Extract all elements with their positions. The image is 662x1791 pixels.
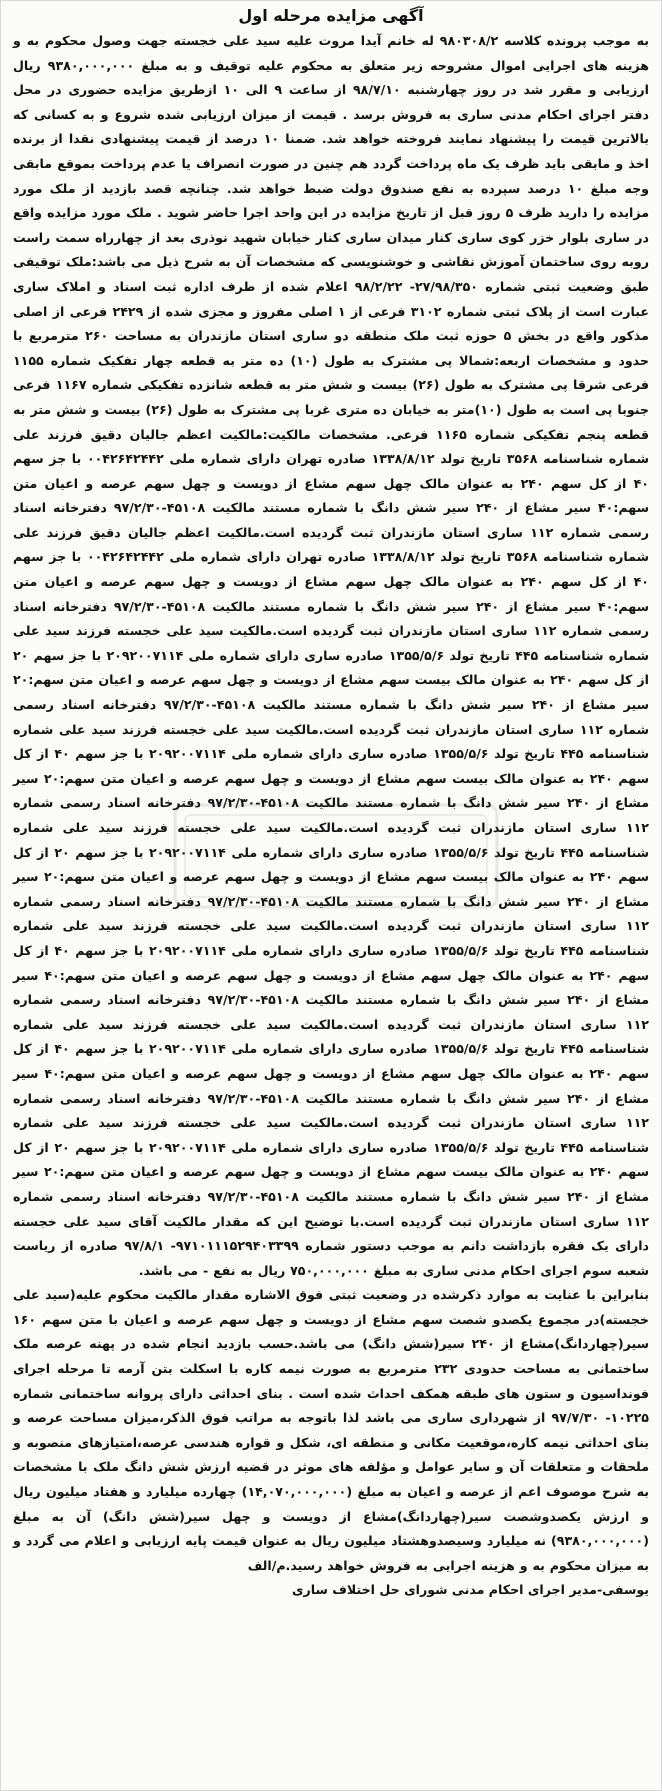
notice-title: آگهی مزایده مرحله اول — [238, 6, 424, 25]
notice-body-paragraph-1: به موجب پرونده کلاسه ۹۸۰۳۰۸/۲ له خانم آیدا مروت علیه سید علی خجسته جهت وصول محکوم به و هزینه های اجرایی اموال مشروحه زیر متعلق به محکوم علیه توقیف و به مبلغ ۹۳۸۰,۰۰۰,۰۰۰ ریال ارزیابی و مقرر شد در روز چهارشنبه ۹۸/۷/۱۰ از ساعت ۹ الی ۱۰ ازطریق مزایده حضوری در محل دفتر اجرای احکام مدنی ساری به فروش برسد . قیمت از میزان ارزیابی شده شروع و به کسانی که بالاترین قیمت را پیشنهاد نمایند فروخته خواهد شد. ضمنا ۱۰ درصد از قیمت پیشنهادی نقدا از برنده اخذ و مابقی باید ظرف یک ماه پرداخت گردد هم چنین در صورت انصراف یا عدم پرداخت بموقع مابقی وجه مبلغ ۱۰ درصد سپرده به نفع صندوق دولت ضبط خواهد شد. چنانچه قصد بازدید از ملک مورد مزایده را دارید ظرف ۵ روز قبل از تاریخ مزایده در این واحد اجرا حاضر شوید . ملک مورد مزایده واقع در ساری بلوار خزر کوی ساری کنار میدان ساری کنار خیابان شهید نوذری بعد از چهارراه سمت راست روبه روی ساختمان آموزش نقاشی و خوشنویسی که مشخصات آن به شرح ذیل می باشد:ملک توقیفی طبق وضعیت ثبتی شماره ۲۷/۹۸/۳۵۰- ۹۸/۲/۲۲ اعلام شده از طرف اداره ثبت اسناد و املاک ساری عبارت است از پلاک ثبتی شماره ۳۱۰۲ فرعی از ۱ اصلی مفروز و مجزی شده از ۲۴۲۹ فرعی از اصلی مذکور واقع در بخش ۵ حوزه ثبت ملک منطقه دو ساری استان مازندران به مساحت ۲۶۰ مترمربع با حدود و مشخصات اربعه:شمالا پی مشترک به طول (۱۰) ده متر به قطعه چهار تفکیک شماره ۱۱۵۵ فرعی شرقا پی مشترک به طول (۲۶) بیست و شش متر به قطعه شانزده تفکیکی شماره ۱۱۶۷ فرعی جنوبا پی است به طول (۱۰)متر به خیابان ده متری غربا پی مشترک به طول (۲۶) بیست و شش متر به قطعه پنجم تفکیکی شماره ۱۱۶۵ فرعی. مشخصات مالکیت:مالکیت اعظم جالیان دقیق فرزند علی شماره شناسنامه ۳۵۶۸ تاریخ تولد ۱۳۳۸/۸/۱۲ صادره تهران دارای شماره ملی ۰۰۴۲۶۴۲۴۴۲ با جز سهم ۴۰ از کل سهم ۲۴۰ به عنوان مالک چهل سهم مشاع از دویست و چهل سهم عرصه و اعیان متن سهم:۴۰ سیر مشاع از ۲۴۰ سیر شش دانگ با شماره مستند مالکیت ۴۵۱۰۸-۹۷/۲/۳۰ دفترخانه اسناد رسمی شماره ۱۱۲ ساری استان مازندران ثبت گردیده است.مالکیت اعظم جالیان دقیق فرزند علی شماره شناسنامه ۳۵۶۸ تاریخ تولد ۱۳۳۸/۸/۱۲ صادره تهران دارای شماره ملی ۰۰۴۲۶۴۲۴۴۲ با جز سهم ۴۰ از کل سهم ۲۴۰ به عنوان مالک چهل سهم مشاع از دویست و چهل سهم عرصه و اعیان متن سهم:۴۰ سیر مشاع از ۲۴۰ سیر شش دانگ با شماره مستند مالکیت ۴۵۱۰۸-۹۷/۲/۳۰ دفترخانه اسناد رسمی شماره ۱۱۲ ساری استان مازندران ثبت گردیده است.مالکیت سید علی خجسته فرزند سید علی شماره شناسنامه ۴۴۵ تاریخ تولد ۱۳۵۵/۵/۶ صادره ساری دارای شماره ملی ۲۰۹۲۰۰۷۱۱۴ با جز سهم ۲۰ از کل سهم ۲۴۰ به عنوان مالک بیست سهم مشاع از دویست و چهل سهم عرصه و اعیان متن سهم:۲۰ سیر مشاع از ۲۴۰ سیر شش دانگ با شماره مستند مالکیت ۴۵۱۰۸-۹۷/۲/۳۰ دفترخانه اسناد رسمی شماره ۱۱۲ ساری استان مازندران ثبت گردیده است.مالکیت سید علی خجسته فرزند سید علی شماره شناسنامه ۴۴۵ تاریخ تولد ۱۳۵۵/۵/۶ صادره ساری دارای شماره ملی ۲۰۹۲۰۰۷۱۱۴ با جز سهم ۴۰ از کل سهم ۲۴۰ به عنوان مالک بیست سهم مشاع از دویست و چهل سهم عرصه و اعیان متن سهم:۲۰ سیر مشاع از ۲۴۰ سیر شش دانگ با شماره مستند مالکیت ۴۵۱۰۸-۹۷/۲/۳۰ دفترخانه اسناد رسمی شماره ۱۱۲ ساری استان مازندران ثبت گردیده است.مالکیت سید علی خجسته فرزند سید علی شماره شناسنامه ۴۴۵ تاریخ تولد ۱۳۵۵/۵/۶ صادره ساری دارای شماره ملی ۲۰۹۲۰۰۷۱۱۴ با جز سهم ۲۰ از کل سهم ۲۴۰ به عنوان مالک بیست سهم مشاع از دویست و چهل سهم عرصه و اعیان متن سهم:۲۰ سیر مشاع از ۲۴۰ سیر شش دانگ با شماره مستند مالکیت ۴۵۱۰۸-۹۷/۲/۳۰ دفترخانه اسناد رسمی شماره ۱۱۲ ساری استان مازندران ثبت گردیده است.مالکیت سید علی خجسته فرزند سید علی شماره شناسنامه ۴۴۵ تاریخ تولد ۱۳۵۵/۵/۶ صادره ساری دارای شماره ملی ۲۰۹۲۰۰۷۱۱۴ با جز سهم ۴۰ از کل سهم ۲۴۰ به عنوان مالک چهل سهم مشاع از دویست و چهل سهم عرصه و اعیان متن سهم:۴۰ سیر مشاع از ۲۴۰ سیر شش دانگ با شماره مستند مالکیت ۴۵۱۰۸-۹۷/۲/۳۰ دفترخانه اسناد رسمی شماره ۱۱۲ ساری استان مازندران ثبت گردیده است.مالکیت سید علی خجسته فرزند سید علی شماره شناسنامه ۴۴۵ تاریخ تولد ۱۳۵۵/۵/۶ صادره ساری دارای شماره ملی ۲۰۹۲۰۰۷۱۱۴ با جز سهم ۴۰ از کل سهم ۲۴۰ به عنوان مالک چهل سهم مشاع از دویست و چهل سهم عرصه و اعیان متن سهم:۴۰ سیر مشاع از ۲۴۰ سیر شش دانگ با شماره مستند مالکیت ۴۵۱۰۸-۹۷/۲/۳۰ دفترخانه اسناد رسمی شماره ۱۱۲ ساری استان مازندران ثبت گردیده است.مالکیت سید علی خجسته فرزند سید علی شماره شناسنامه ۴۴۵ تاریخ تولد ۱۳۵۵/۵/۶ صادره ساری دارای شماره ملی ۲۰۹۲۰۰۷۱۱۴ با جز سهم ۲۰ از کل سهم ۲۴۰ به عنوان مالک بیست سهم مشاع از دویست و چهل سهم عرصه و اعیان متن سهم:۲۰ سیر مشاع از ۲۴۰ سیر شش دانگ با شماره مستند مالکیت ۴۵۱۰۸-۹۷/۲/۳۰ دفترخانه اسناد رسمی شماره ۱۱۲ ساری استان مازندران ثبت گردیده است.با توضیح این که مقدار مالکیت آقای سید علی خجسته دارای یک فقره بازداشت دانم به موجب دستور شماره ۹۷۱۰۱۱۱۵۲۹۴۰۳۳۹۹- ۹۷/۸/۱ صادره از ریاست شعبه سوم اجرای احکام مدنی ساری به مبلغ ۷۵۰,۰۰۰,۰۰۰ ریال به نفع - می باشد. — [13, 33, 650, 1278]
notice-body-paragraph-2: بنابراین با عنایت به موارد ذکرشده در وضعیت ثبتی فوق الاشاره مقدار مالکیت محکوم علیه(سید علی خجسته)در مجموع یکصدو شصت سهم مشاع از دویست و چهل سهم عرصه و اعیان با متن سهم ۱۶۰ سیر(چهاردانگ)مشاع از ۲۴۰ سیر(شش دانگ) می باشد.حسب بازدید انجام شده در پهنه عرصه ملک ساختمانی به مساحت حدودی ۲۳۲ مترمربع به صورت نیمه کاره با اسکلت بتن آرمه تا مرحله اجرای فونداسیون و ستون های طبقه همکف احداث شده است . بنای احداثی دارای پروانه ساختمانی شماره ۱۰۲۲۵- ۹۷/۷/۳۰ از شهرداری ساری می باشد لذا باتوجه به مراتب فوق الذکر،میزان مساحت عرصه و بنای احداثی نیمه کاره،موقعیت مکانی و منطقه ای، شکل و قواره هندسی عرصه،امتیازهای منصوبه و ملحقات و متعلقات آن و سایر عوامل و مؤلفه های موثر در قضیه ارزش شش دانگ ملک با مشخصات به شرح موصوف اعم از عرصه و اعیان به مبلغ (۱۴,۰۷۰,۰۰۰,۰۰۰) چهارده میلیارد و هفتاد میلیون ریال و ارزش یکصدوشصت سیر(چهاردانگ)مشاع از دویست و چهل سیر(شش دانگ) آن به مبلغ (۹۳۸۰,۰۰۰,۰۰۰) نه میلیارد وسیصدوهشتاد میلیون ریال به عنوان قیمت پایه ارزیابی و اعلام می گردد و به میزان محکوم به و هزینه اجرایی به فروش خواهد رسید.م/الف — [13, 1287, 649, 1573]
notice-signature: یوسفی-مدیر اجرای احکام مدنی شورای حل اختلاف ساری — [291, 1582, 649, 1598]
